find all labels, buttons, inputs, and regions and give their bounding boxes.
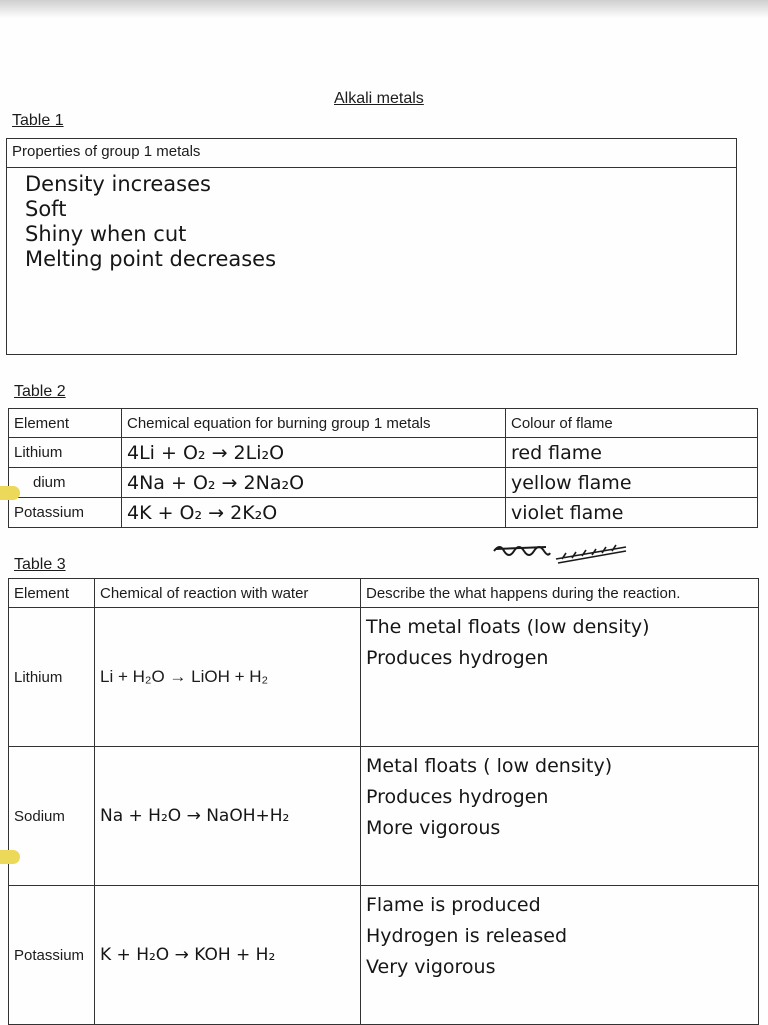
table-row [9, 608, 759, 747]
equation-cell: K + H₂O → KOH + H₂ [95, 886, 361, 1025]
table2-header-flame: Colour of flame [506, 409, 758, 438]
flame-cell: yellow flame [506, 468, 758, 498]
page-edge-shadow [0, 0, 768, 18]
table3-header-description: Describe the what happens during the reaction. [361, 579, 759, 608]
property-line: Soft [25, 197, 67, 221]
table1-lines [7, 168, 736, 272]
element-cell: Potassium [9, 498, 122, 528]
flame-cell: red flame [506, 438, 758, 468]
description-line: More vigorous [366, 817, 501, 839]
table1 [6, 138, 737, 355]
table2-header-equation: Chemical equation for burning group 1 metals [122, 409, 506, 438]
table3-header-equation: Chemical of reaction with water [95, 579, 361, 608]
property-line: Density increases [25, 172, 211, 196]
table2 [8, 408, 758, 528]
table-row [9, 498, 758, 528]
description-cell [361, 608, 759, 747]
table-row [9, 438, 758, 468]
description-cell [361, 886, 759, 1025]
binder-hole [0, 486, 20, 500]
description-line: Metal floats ( low density) [366, 755, 613, 777]
description-line: Very vigorous [366, 956, 496, 978]
table-row [9, 468, 758, 498]
table2-header-element: Element [9, 409, 122, 438]
element-cell: Lithium [9, 438, 122, 468]
element-cell: Lithium [9, 608, 95, 747]
equation-cell: 4K + O₂ → 2K₂O [122, 498, 506, 528]
equation-cell: Li + H₂O → LiOH + H₂ [95, 608, 361, 747]
element-cell: Sodium [9, 747, 95, 886]
description-cell [361, 747, 759, 886]
description-line: Produces hydrogen [366, 647, 549, 669]
equation-cell: Na + H₂O → NaOH+H₂ [95, 747, 361, 886]
description-line: The metal floats (low density) [366, 616, 650, 638]
description-line: Flame is produced [366, 894, 541, 916]
table-row [9, 886, 759, 1025]
equation-cell: 4Na + O₂ → 2Na₂O [122, 468, 506, 498]
table-row [9, 747, 759, 886]
table1-header: Properties of group 1 metals [7, 139, 736, 168]
page-title: Alkali metals [334, 90, 424, 107]
element-cell: Potassium [9, 886, 95, 1025]
property-line: Shiny when cut [25, 222, 187, 246]
table3-label: Table 3 [14, 556, 66, 573]
table2-label: Table 2 [14, 383, 66, 400]
equation-cell: 4Li + O₂ → 2Li₂O [122, 438, 506, 468]
description-line: Hydrogen is released [366, 925, 568, 947]
table3 [8, 578, 759, 1025]
table1-label: Table 1 [12, 112, 64, 129]
description-line: Produces hydrogen [366, 786, 549, 808]
binder-hole [0, 850, 20, 864]
table3-header-element: Element [9, 579, 95, 608]
element-cell: dium [9, 468, 122, 498]
property-line: Melting point decreases [25, 247, 277, 271]
flame-cell: violet flame [506, 498, 758, 528]
crossed-out-scribble [492, 537, 632, 567]
